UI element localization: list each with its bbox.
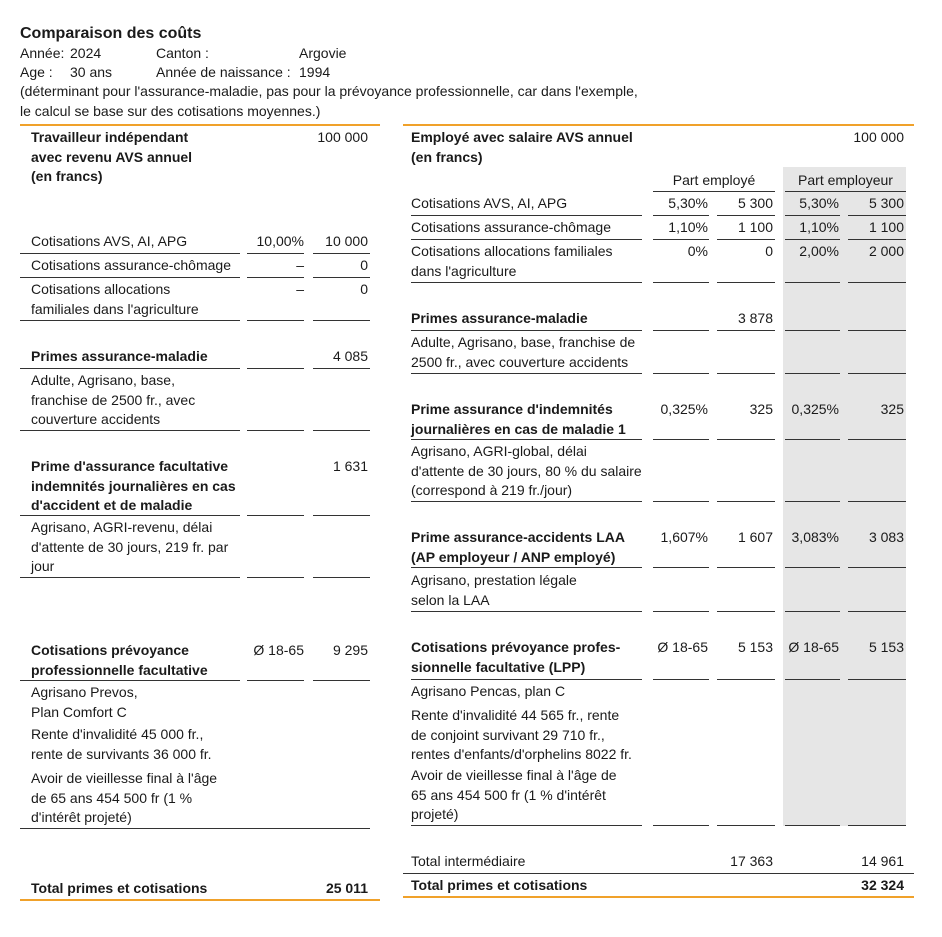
rule bbox=[848, 239, 906, 240]
left-af-amount: 0 bbox=[360, 281, 368, 297]
rule bbox=[717, 215, 775, 216]
rule bbox=[785, 611, 840, 612]
right-bottom-rule bbox=[403, 896, 914, 898]
rule bbox=[313, 253, 370, 254]
right-daily-er-rate: 0,325% bbox=[791, 401, 839, 417]
rule bbox=[717, 567, 775, 568]
rule bbox=[653, 567, 709, 568]
left-daily-label: Prime d'assurance facultative indemnités journalières en cas d'accident et de maladie bbox=[31, 458, 236, 513]
right-lpp-er-amount: 5 153 bbox=[868, 639, 904, 655]
left-avs-rate: 10,00% bbox=[256, 233, 304, 249]
rule bbox=[313, 368, 370, 369]
right-total-label: Total primes et cotisations bbox=[411, 877, 588, 893]
right-daily-er-amount: 325 bbox=[880, 401, 904, 417]
left-ac-rate: – bbox=[296, 257, 304, 273]
rule bbox=[313, 320, 370, 321]
rule bbox=[717, 611, 775, 612]
left-pension-desc-savings: Avoir de vieillesse final à l'âge de 65 ans 454 500 fr (1 % d'intérêt projeté) bbox=[31, 770, 218, 825]
rule bbox=[848, 825, 906, 826]
age-value: 30 ans bbox=[70, 64, 113, 80]
employer-column-shading bbox=[783, 167, 906, 826]
right-lpp-desc-rents: Rente d'invalidité 44 565 fr., rente de conjoint survivant 29 710 fr., rentes d'enfants/d'orphelins 8022 fr. bbox=[411, 707, 632, 762]
rule bbox=[411, 679, 642, 680]
left-daily-amount: 1 631 bbox=[332, 458, 368, 474]
right-af-label: Cotisations allocations familiales dans l'agriculture bbox=[411, 243, 613, 279]
right-daily-desc: Agrisano, AGRI-global, délai d'attente de 30 jours, 80 % du salaire (correspond à 219 fr./jour) bbox=[411, 443, 642, 498]
rule bbox=[20, 253, 240, 254]
rule bbox=[247, 253, 304, 254]
rule bbox=[717, 825, 775, 826]
left-daily-desc: Agrisano, AGRI-revenu, délai d'attente de 30 jours, 219 fr. par jour bbox=[31, 519, 229, 574]
left-avs-amount: 10 000 bbox=[325, 233, 368, 249]
rule bbox=[848, 501, 906, 502]
rule bbox=[785, 679, 840, 680]
left-af-label: Cotisations allocations familiales dans l'agriculture bbox=[31, 281, 199, 317]
right-top-rule bbox=[403, 124, 914, 126]
right-laa-ee-amount: 1 607 bbox=[737, 529, 773, 545]
rule bbox=[653, 330, 709, 331]
right-daily-label: Prime assurance d'indemnités journalières en cas de maladie 1 bbox=[411, 401, 626, 437]
right-laa-er-amount: 3 083 bbox=[868, 529, 904, 545]
rule bbox=[785, 191, 906, 192]
rule bbox=[785, 373, 840, 374]
rule bbox=[848, 679, 906, 680]
right-avs-er-amount: 5 300 bbox=[868, 195, 904, 211]
rule bbox=[785, 282, 840, 283]
rule bbox=[653, 239, 709, 240]
rule bbox=[848, 373, 906, 374]
left-health-label: Primes assurance-maladie bbox=[31, 348, 208, 364]
right-total-amount: 32 324 bbox=[861, 877, 904, 893]
rule bbox=[785, 439, 840, 440]
rule bbox=[848, 215, 906, 216]
rule bbox=[313, 430, 370, 431]
left-avs-label: Cotisations AVS, AI, APG bbox=[31, 233, 188, 249]
right-subtotal-label: Total intermédiaire bbox=[411, 853, 526, 869]
rule bbox=[653, 679, 709, 680]
left-health-desc: Adulte, Agrisano, base, franchise de 2500 fr., avec couverture accidents bbox=[31, 372, 196, 427]
rule bbox=[717, 439, 775, 440]
rule bbox=[653, 282, 709, 283]
rule bbox=[20, 828, 370, 829]
rule bbox=[411, 611, 642, 612]
right-avs-ee-amount: 5 300 bbox=[737, 195, 773, 211]
right-health-label: Primes assurance-maladie bbox=[411, 310, 588, 326]
right-laa-ee-rate: 1,607% bbox=[660, 529, 708, 545]
rule bbox=[717, 373, 775, 374]
rule bbox=[653, 373, 709, 374]
rule bbox=[247, 680, 304, 681]
right-ac-er-rate: 1,10% bbox=[799, 219, 839, 235]
right-avs-label: Cotisations AVS, AI, APG bbox=[411, 195, 568, 211]
rule bbox=[20, 277, 240, 278]
right-daily-ee-rate: 0,325% bbox=[660, 401, 708, 417]
canton-label: Canton : bbox=[156, 45, 209, 61]
left-income: 100 000 bbox=[317, 129, 368, 145]
left-pension-amount: 9 295 bbox=[332, 642, 368, 658]
right-avs-er-rate: 5,30% bbox=[799, 195, 839, 211]
right-lpp-desc-plan: Agrisano Pencas, plan C bbox=[411, 683, 566, 699]
rule bbox=[247, 577, 304, 578]
left-pension-desc-rents: Rente d'invalidité 45 000 fr., rente de survivants 36 000 fr. bbox=[31, 726, 212, 762]
right-laa-er-rate: 3,083% bbox=[791, 529, 839, 545]
left-top-rule bbox=[20, 124, 380, 126]
right-af-er-amount: 2 000 bbox=[868, 243, 904, 259]
rule bbox=[411, 330, 642, 331]
left-total-label: Total primes et cotisations bbox=[31, 880, 208, 896]
rule bbox=[411, 825, 642, 826]
rule bbox=[411, 567, 642, 568]
canton-value: Argovie bbox=[299, 45, 347, 61]
part-employer-header: Part employeur bbox=[798, 172, 893, 188]
right-heading: Employé avec salaire AVS annuel (en francs) bbox=[411, 129, 633, 165]
right-laa-desc: Agrisano, prestation légale selon la LAA bbox=[411, 572, 577, 608]
right-ac-label: Cotisations assurance-chômage bbox=[411, 219, 611, 235]
rule bbox=[411, 215, 642, 216]
rule bbox=[20, 368, 240, 369]
rule bbox=[411, 439, 642, 440]
rule bbox=[653, 825, 709, 826]
rule bbox=[785, 825, 840, 826]
birth-year-label: Année de naissance : bbox=[156, 64, 291, 80]
right-laa-label: Prime assurance-accidents LAA (AP employeur / ANP employé) bbox=[411, 529, 625, 565]
rule bbox=[785, 239, 840, 240]
left-total-amount: 25 011 bbox=[325, 880, 368, 896]
rule bbox=[848, 611, 906, 612]
left-ac-label: Cotisations assurance-chômage bbox=[31, 257, 231, 273]
rule bbox=[313, 680, 370, 681]
right-ac-er-amount: 1 100 bbox=[868, 219, 904, 235]
right-health-amount: 3 878 bbox=[737, 310, 773, 326]
header-note: (déterminant pour l'assurance-maladie, pas pour la prévoyance professionnelle, car dans l'exemple, le calcul se base sur des cotisations moyennes.) bbox=[20, 83, 638, 119]
rule bbox=[20, 430, 240, 431]
rule bbox=[785, 567, 840, 568]
right-ac-ee-rate: 1,10% bbox=[668, 219, 708, 235]
year-value: 2024 bbox=[70, 45, 102, 61]
rule bbox=[20, 577, 240, 578]
right-af-er-rate: 2,00% bbox=[799, 243, 839, 259]
rule bbox=[247, 368, 304, 369]
rule bbox=[848, 330, 906, 331]
right-lpp-er-rate: Ø 18-65 bbox=[788, 639, 839, 655]
rule bbox=[20, 320, 240, 321]
rule bbox=[785, 501, 840, 502]
rule bbox=[411, 373, 642, 374]
rule bbox=[411, 501, 642, 502]
year-label: Année: bbox=[20, 45, 65, 61]
left-ac-amount: 0 bbox=[360, 257, 368, 273]
rule bbox=[717, 330, 775, 331]
rule bbox=[717, 679, 775, 680]
rule bbox=[313, 515, 370, 516]
left-pension-rate: Ø 18-65 bbox=[253, 642, 304, 658]
right-health-desc: Adulte, Agrisano, base, franchise de 2500 fr., avec couverture accidents bbox=[411, 334, 636, 370]
birth-year-value: 1994 bbox=[299, 64, 331, 80]
left-pension-desc-plan: Agrisano Prevos, Plan Comfort C bbox=[31, 684, 138, 720]
part-employee-header: Part employé bbox=[672, 172, 756, 188]
rule bbox=[313, 277, 370, 278]
right-lpp-ee-rate: Ø 18-65 bbox=[657, 639, 708, 655]
rule bbox=[403, 873, 914, 874]
right-subtotal-employer: 14 961 bbox=[861, 853, 904, 869]
rule bbox=[653, 215, 709, 216]
rule bbox=[313, 577, 370, 578]
rule bbox=[717, 282, 775, 283]
rule bbox=[848, 439, 906, 440]
rule bbox=[653, 439, 709, 440]
rule bbox=[785, 330, 840, 331]
right-subtotal-employee: 17 363 bbox=[730, 853, 773, 869]
rule bbox=[20, 680, 240, 681]
left-af-rate: – bbox=[296, 281, 304, 297]
rule bbox=[20, 515, 240, 516]
right-daily-ee-amount: 325 bbox=[749, 401, 773, 417]
right-income: 100 000 bbox=[853, 129, 904, 145]
right-lpp-desc-savings: Avoir de vieillesse final à l'âge de 65 ans 454 500 fr (1 % d'intérêt projeté) bbox=[411, 767, 617, 822]
left-pension-label: Cotisations prévoyance professionnelle facultative bbox=[31, 642, 208, 678]
rule bbox=[717, 501, 775, 502]
right-ac-ee-amount: 1 100 bbox=[737, 219, 773, 235]
age-label: Age : bbox=[20, 64, 53, 80]
rule bbox=[717, 239, 775, 240]
rule bbox=[785, 215, 840, 216]
rule bbox=[247, 320, 304, 321]
left-health-amount: 4 085 bbox=[332, 348, 368, 364]
right-lpp-label: Cotisations prévoyance profes- sionnelle facultative (LPP) bbox=[411, 639, 621, 675]
rule bbox=[247, 277, 304, 278]
rule bbox=[653, 191, 775, 192]
rule bbox=[848, 567, 906, 568]
right-lpp-ee-amount: 5 153 bbox=[737, 639, 773, 655]
rule bbox=[411, 282, 642, 283]
rule bbox=[848, 282, 906, 283]
right-af-ee-amount: 0 bbox=[765, 243, 773, 259]
rule bbox=[653, 611, 709, 612]
rule bbox=[247, 430, 304, 431]
rule bbox=[653, 501, 709, 502]
right-af-ee-rate: 0% bbox=[687, 243, 708, 259]
left-bottom-rule bbox=[20, 899, 380, 901]
right-avs-ee-rate: 5,30% bbox=[668, 195, 708, 211]
rule bbox=[411, 239, 642, 240]
page-title: Comparaison des coûts bbox=[20, 25, 202, 42]
left-heading: Travailleur indépendant avec revenu AVS annuel (en francs) bbox=[31, 129, 193, 184]
rule bbox=[247, 515, 304, 516]
